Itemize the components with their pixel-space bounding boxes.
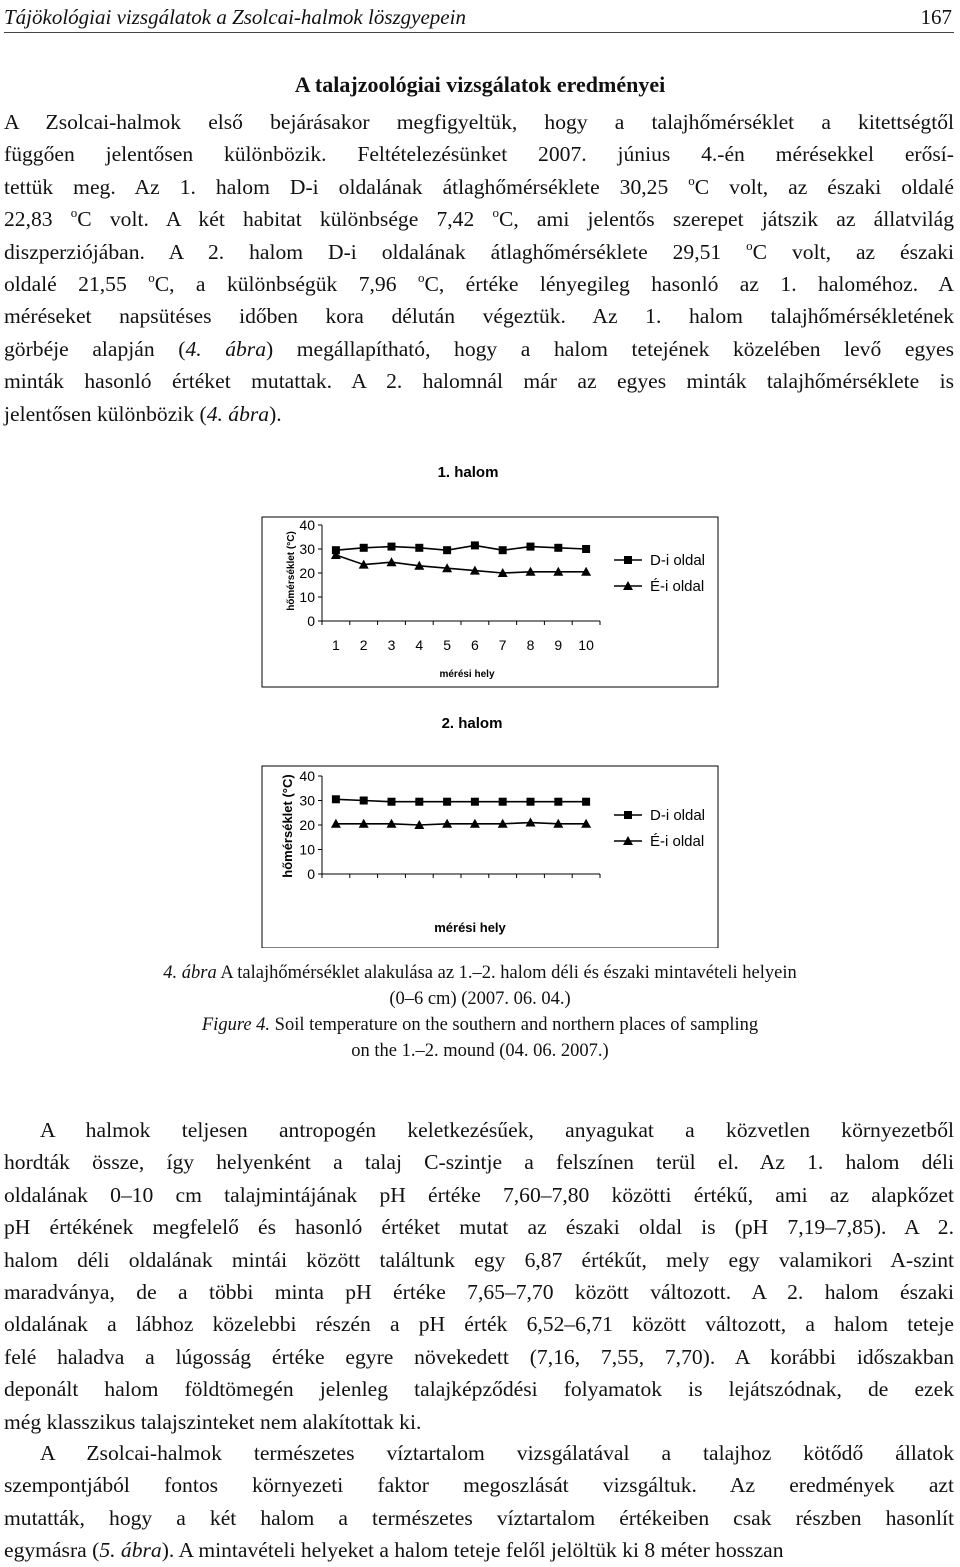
text-line: A halmok teljesen antropogén keletkezésűek, anyagukat a közvetlen környezetből <box>40 1118 954 1142</box>
data-point-d-i <box>443 546 451 554</box>
y-tick-label: 40 <box>299 517 315 533</box>
chart-halom-2 <box>0 708 960 948</box>
series-line-e-i <box>336 555 586 573</box>
text-line: halom déli oldalának mintái között találtunk egy 6,87 értékűt, mely egy valamikori A-szint <box>4 1247 954 1272</box>
x-tick-label: 8 <box>526 637 535 653</box>
y-tick-label: 0 <box>307 866 315 882</box>
y-tick-label: 40 <box>299 768 315 784</box>
caption-hu-text: A talajhőmérséklet alakulása az 1.–2. halom déli és északi mintavételi helyein <box>220 963 797 983</box>
text-line: mutatták, hogy a két halom a természetes víztartalom értékeiben csak részben hasonlít <box>4 1505 954 1530</box>
text-line: pH értékének megfelelő és hasonló értéket mutat az északi oldal is (pH 7,19–7,85). A 2. <box>4 1215 954 1240</box>
figure-ref: 4. ábra <box>185 336 266 361</box>
text-line: A Zsolcai-halmok természetes víztartalom vizsgálatával a talajhoz kötődő állatok <box>40 1441 954 1465</box>
data-point-d-i <box>471 798 479 806</box>
text-line: még klasszikus talajszinteket nem alakítottak ki. <box>4 1409 422 1434</box>
degree-sup: o <box>417 270 425 286</box>
text-line: deponált halom földtömegén jelenleg talajképződési folyamatok is lejátszódnak, de ezek <box>4 1377 954 1402</box>
y-tick-label: 10 <box>299 841 315 858</box>
degree-sup: o <box>492 205 499 221</box>
caption-en-line1 <box>0 1012 960 1038</box>
text-line: egymásra (5. ábra). A mintavételi helyeket a halom teteje felől jelöltük ki 8 méter hosszan <box>4 1538 784 1563</box>
chart-2-svg <box>0 708 960 948</box>
data-point-d-i <box>527 543 535 551</box>
data-point-d-i <box>554 544 562 552</box>
text-line: maradványa, de a többi minta pH értéke 7,65–7,70 között változott. A 2. halom északi <box>4 1280 954 1305</box>
data-point-d-i <box>582 545 590 553</box>
text-line: oldalának a lábhoz közelebbi részén a pH érték 6,52–6,71 között változott, a halom teteje <box>4 1312 954 1337</box>
x-tick-label: 3 <box>387 637 396 653</box>
caption-hu-line2: (0–6 cm) (2007. 06. 04.) <box>389 989 571 1009</box>
text-line: szempontjából fontos környezeti faktor megoszlását vizsgáltuk. Az eredmények azt <box>4 1473 954 1498</box>
chart-title: 2. halom <box>441 715 503 732</box>
x-tick-label: 6 <box>471 637 479 653</box>
text-line: tettük meg. Az 1. halom D-i oldalának átlaghőmérséklete 30,25 $^o$C volt, az északi oldalé <box>4 172 955 199</box>
data-point-d-i <box>388 543 396 551</box>
figure-ref: 5. ábra <box>99 1538 162 1563</box>
data-point-d-i <box>471 541 479 549</box>
data-point-d-i <box>499 546 507 554</box>
running-header <box>4 2 954 33</box>
text-line: minták hasonló értéket mutattak. A 2. halomnál már az egyes minták talajhőmérséklete is <box>4 369 954 394</box>
y-tick-label: 30 <box>299 792 315 809</box>
data-point-d-i <box>415 798 423 806</box>
y-tick-label: 30 <box>299 541 315 557</box>
y-tick-label: 20 <box>299 817 315 833</box>
series-line-d-i <box>336 545 586 550</box>
chart-frame <box>262 517 718 687</box>
y-tick-label: 0 <box>307 613 315 629</box>
series-line-e-i <box>336 823 586 825</box>
x-tick-label: 10 <box>578 637 594 653</box>
chart-1-svg <box>0 455 960 690</box>
caption-en-text: Soil temperature on the southern and northern places of sampling <box>274 1015 759 1035</box>
data-point-d-i <box>554 798 562 806</box>
degree-sup: o <box>746 237 753 253</box>
caption-hu-line1 <box>0 960 960 986</box>
text-line: A Zsolcai-halmok első bejárásakor megfigyeltük, hogy a talajhőmérséklet a kitettségtől <box>4 110 954 134</box>
text-line: függően jelentősen különbözik. Feltételezésünket 2007. június 4.-én mérésekkel erősí- <box>4 142 954 167</box>
data-point-d-i <box>415 544 423 552</box>
section-title: A talajzoológiai vizsgálatok eredményei <box>294 72 666 97</box>
paragraph-2 <box>4 1114 954 1438</box>
y-tick-label: 20 <box>299 565 315 581</box>
x-tick-label: 1 <box>332 637 340 653</box>
data-point-d-i <box>443 798 451 806</box>
data-point-d-i <box>499 798 507 806</box>
text-line: hordták össze, így helyenként a talaj C-szintje a felszínen terül el. Az 1. halom déli <box>4 1150 954 1175</box>
caption-hu-label: 4. ábra <box>163 963 217 983</box>
text-line: felé haladva a lúgosság értéke egyre növekedett (7,16, 7,55, 7,70). A korábbi időszakban <box>4 1344 954 1369</box>
text-line: diszperziójában. A 2. halom D-i oldalának átlaghőmérséklete 29,51 $^o$C volt, az északi <box>4 237 954 264</box>
legend-marker <box>624 556 632 564</box>
chart-halom-1 <box>0 455 960 690</box>
text-line: oldalé 21,55 $^o$C, a különbségük 7,96 $^o$C, értéke lényegileg hasonló az 1. haloméhoz. A <box>4 270 954 297</box>
degree-sup: o <box>70 205 78 221</box>
text-line: oldalának 0–10 cm talajmintájának pH értéke 7,60–7,80 közötti értékű, ami az alapkőzet <box>4 1182 954 1207</box>
legend-label: D-i oldal <box>650 807 706 824</box>
series-line-d-i <box>336 799 586 801</box>
page-number: 167 <box>920 5 952 29</box>
data-point-d-i <box>332 795 340 803</box>
data-point-d-i <box>388 798 396 806</box>
legend-label: D-i oldal <box>650 552 706 569</box>
y-axis-label: hőmérséklet (°C) <box>280 774 295 878</box>
paragraph-3 <box>4 1437 954 1567</box>
degree-sup: o <box>688 172 695 188</box>
figure-ref: 4. ábra <box>206 401 270 426</box>
text-line: görbéje alapján (4. ábra) megállapítható, hogy a halom tetejének közelében levő egyes <box>4 336 955 361</box>
text-line: 22,83 $^o$C volt. A két habitat különbsége 7,42 $^o$C, ami jelentős szerepet játszik az állatvilág <box>4 205 954 232</box>
figure-caption <box>0 960 960 1064</box>
text-line: jelentősen különbözik (4. ábra). <box>4 401 282 426</box>
x-tick-label: 4 <box>415 637 424 653</box>
data-point-d-i <box>582 798 590 806</box>
chart-title: 1. halom <box>437 464 499 481</box>
y-tick-label: 10 <box>299 589 315 605</box>
running-title: Tájökológiai vizsgálatok a Zsolcai-halmok löszgyepein <box>4 5 466 29</box>
caption-en-label: Figure 4. <box>201 1015 271 1035</box>
y-axis-label: hőmérséklet (°C) <box>286 531 297 611</box>
legend-marker <box>624 811 632 819</box>
paragraph-1 <box>4 106 954 430</box>
data-point-d-i <box>527 798 535 806</box>
x-axis-label: mérési hely <box>434 920 506 935</box>
x-tick-label: 7 <box>498 637 507 653</box>
text-line: méréseket napsütéses időben kora délután végeztük. Az 1. halom talajhőmérsékletének <box>4 304 954 329</box>
data-point-d-i <box>360 544 368 552</box>
legend-label: É-i oldal <box>650 833 705 850</box>
x-tick-label: 2 <box>359 637 368 653</box>
x-tick-label: 9 <box>554 637 563 653</box>
x-tick-label: 5 <box>443 637 451 653</box>
x-axis-label: mérési hely <box>439 669 495 680</box>
caption-en-line2: on the 1.–2. mound (04. 06. 2007.) <box>351 1041 609 1061</box>
degree-sup: o <box>148 270 155 286</box>
legend-label: É-i oldal <box>650 578 705 595</box>
data-point-d-i <box>360 797 368 805</box>
